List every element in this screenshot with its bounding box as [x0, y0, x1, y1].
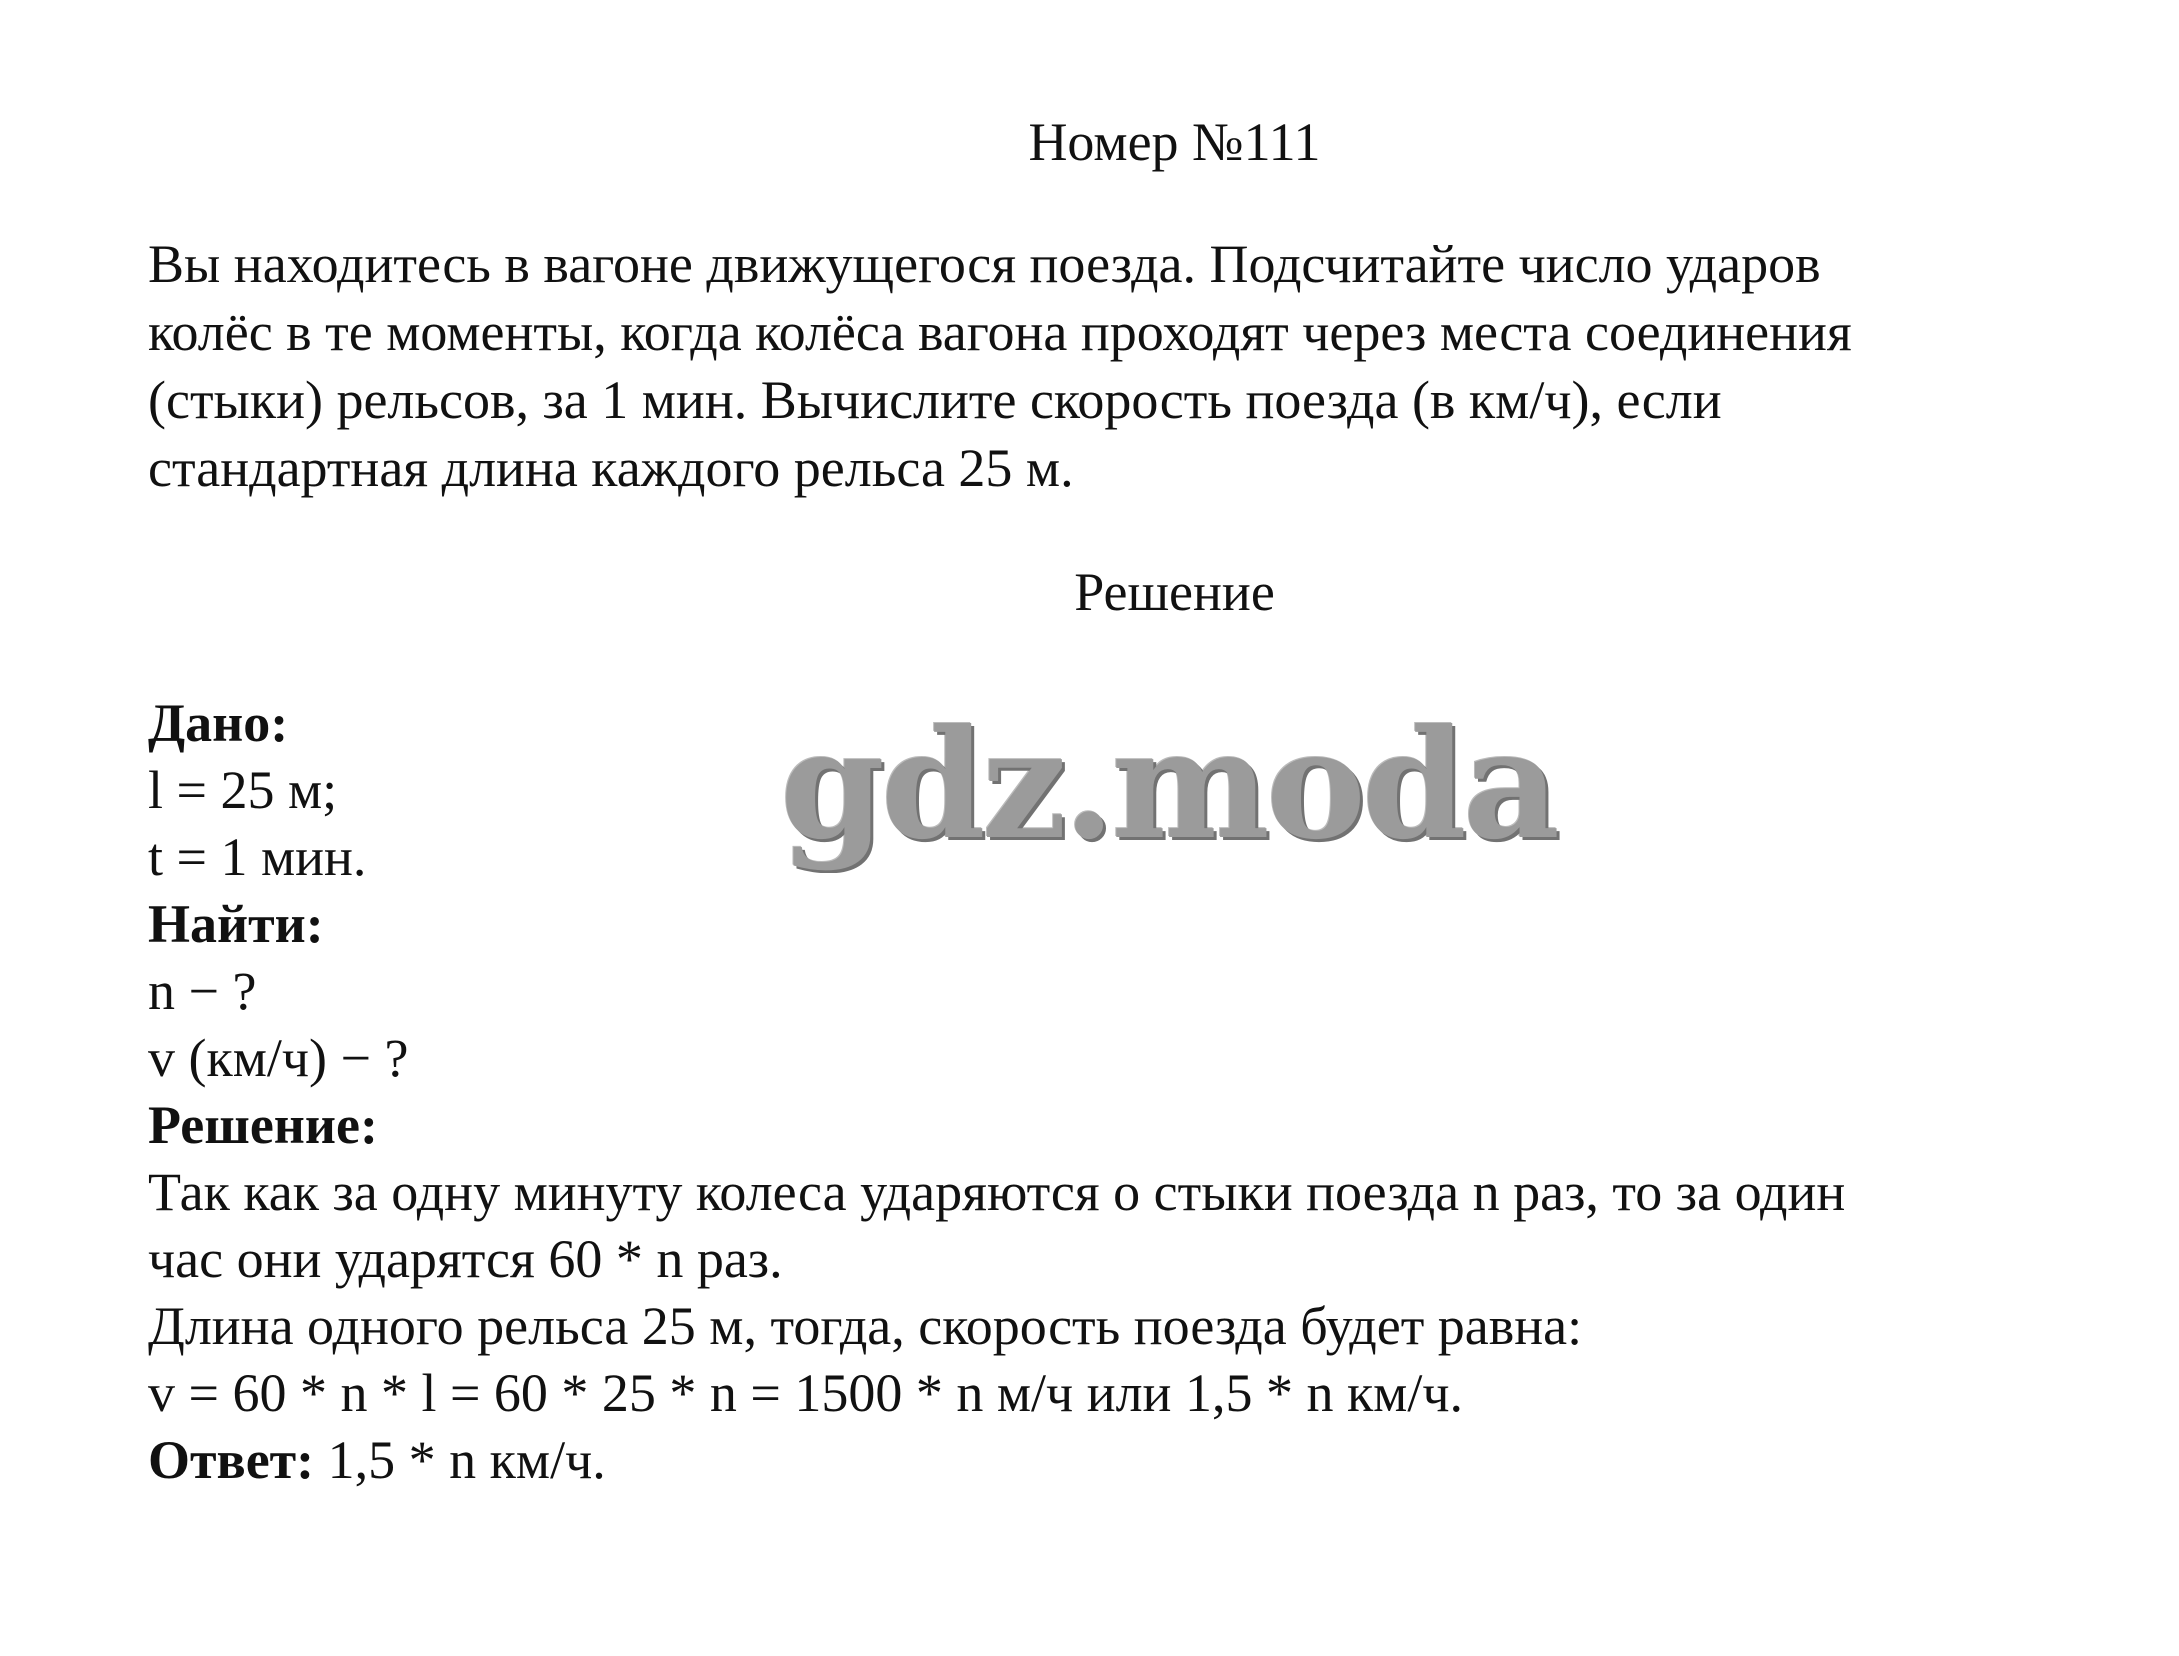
given-label: Дано: — [148, 693, 289, 753]
solution-label: Решение: — [148, 1095, 378, 1155]
problem-line: колёс в те моменты, когда колёса вагона проходят через места соединения — [148, 302, 1852, 362]
solution-heading: Решение — [1074, 562, 1275, 622]
problem-line: стандартная длина каждого рельса 25 м. — [148, 438, 1074, 498]
problem-line: Вы находитесь в вагоне движущегося поезда. Подсчитайте число ударов — [148, 234, 1821, 294]
find-line: n − ? — [148, 961, 257, 1021]
solution-body — [148, 690, 2108, 1494]
given-line: t = 1 мин. — [148, 827, 367, 887]
solution-line: v = 60 * n * l = 60 * 25 * n = 1500 * n м/ч или 1,5 * n км/ч. — [148, 1363, 1464, 1423]
answer-label: Ответ: — [148, 1430, 315, 1490]
find-label: Найти: — [148, 894, 324, 954]
find-line: v (км/ч) − ? — [148, 1028, 409, 1088]
watermark-logo: gdz.moda — [780, 697, 1557, 873]
page-title: Номер №111 — [1028, 112, 1321, 172]
problem-statement — [148, 230, 2108, 502]
solution-line: Так как за одну минуту колеса ударяются о стыки поезда n раз, то за один — [148, 1162, 1846, 1222]
answer-value: 1,5 * n км/ч. — [314, 1430, 606, 1490]
solution-line: час они ударятся 60 * n раз. — [148, 1229, 783, 1289]
answer-line — [148, 1427, 2108, 1494]
given-line: l = 25 м; — [148, 760, 338, 820]
solution-line: Длина одного рельса 25 м, тогда, скорость поезда будет равна: — [148, 1296, 1583, 1356]
problem-line: (стыки) рельсов, за 1 мин. Вычислите скорость поезда (в км/ч), если — [148, 370, 1722, 430]
